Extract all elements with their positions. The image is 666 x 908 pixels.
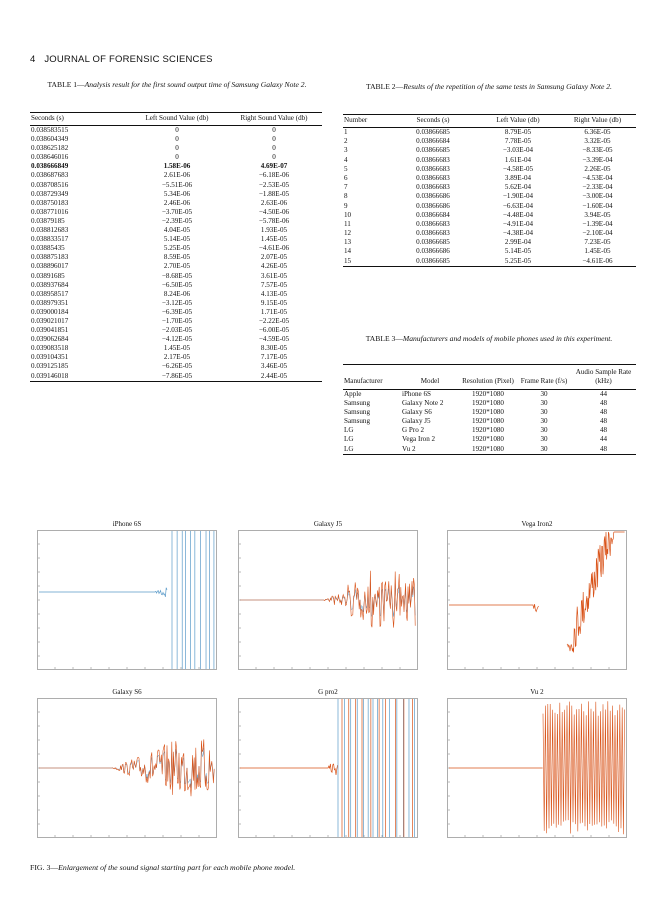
waveform-svg xyxy=(447,698,627,838)
table3-caption-text: Manufacturers and models of mobile phones used in this experiment. xyxy=(402,334,613,343)
plot-title: Galaxy S6 xyxy=(112,688,142,696)
table1-col-seconds: Seconds (s) xyxy=(30,113,128,126)
table1-row xyxy=(30,126,322,136)
table1-cell: −4.12E-05 xyxy=(161,335,193,344)
table1-row xyxy=(30,281,322,290)
table3-cell: 30 xyxy=(540,435,548,444)
table1-cell: 0.03879185 xyxy=(31,216,65,225)
table3-cell: G Pro 2 xyxy=(402,426,425,435)
table1-cell: 0 xyxy=(272,153,276,162)
table1-row xyxy=(30,308,322,317)
table2-cell: 7.23E-05 xyxy=(584,238,611,247)
table1-row xyxy=(30,372,322,382)
table1-cell: −3.12E-05 xyxy=(161,298,193,307)
table1-row xyxy=(30,144,322,153)
table2-cell: −4.91E-04 xyxy=(502,219,534,228)
table2-cell: −4.58E-05 xyxy=(502,164,534,173)
table1-cell: −6.18E-06 xyxy=(258,171,290,180)
table3-cell: 48 xyxy=(599,399,608,408)
table2-cell: 1.45E-05 xyxy=(584,247,611,256)
table2-row xyxy=(343,146,636,155)
table3-cell: 30 xyxy=(517,445,571,455)
table1-cell: −7.86E-05 xyxy=(128,372,226,382)
table1-cell: 0.038979351 xyxy=(31,298,69,307)
table2-row xyxy=(343,257,636,267)
table1-cell: 5.34E-06 xyxy=(163,189,191,198)
page-number: 4 xyxy=(30,54,36,65)
table3-row xyxy=(343,399,636,408)
table1-row xyxy=(30,171,322,180)
table2-cell: 2.99E-04 xyxy=(504,238,532,247)
table1-cell: 3.61E-05 xyxy=(260,271,288,280)
table1-cell: 0.038646016 xyxy=(31,153,69,162)
table3-cell: Apple xyxy=(344,390,362,398)
table2-cell: 0.03866685 xyxy=(416,146,450,155)
table1-cell: 0.039021017 xyxy=(31,316,69,325)
table1-cell: 0 xyxy=(175,144,179,153)
table1-row xyxy=(30,353,322,362)
table1-cell: 0.038812683 xyxy=(31,226,69,235)
table2-row xyxy=(343,211,636,220)
table2-cell: 10 xyxy=(344,210,352,219)
waveform-plot xyxy=(447,688,627,838)
table1-cell: 0.038750183 xyxy=(31,198,69,207)
table3-cell: Vu 2 xyxy=(401,445,459,455)
table1-cell: −6.26E-05 xyxy=(161,362,193,371)
table2-row xyxy=(343,229,636,238)
table2-cell: 6 xyxy=(344,173,348,182)
table3-cell: 30 xyxy=(540,408,548,417)
table3-cell: Galaxy Note 2 xyxy=(402,399,444,408)
table1-cell: 0 xyxy=(175,135,179,144)
table1-row xyxy=(30,326,322,335)
table2-row xyxy=(343,128,636,138)
table1-cell: −4.61E-06 xyxy=(258,244,290,253)
table2-cell: 0.03866684 xyxy=(416,210,450,219)
table1-cell: 4.69E-07 xyxy=(260,162,288,171)
table3-caption-label: TABLE 3— xyxy=(365,334,403,343)
table1-row xyxy=(30,190,322,199)
table1-row xyxy=(30,153,322,162)
plot-title: G pro2 xyxy=(318,688,338,696)
table2-cell: 3.89E-04 xyxy=(504,173,532,182)
table2-cell: 0.03866683 xyxy=(416,155,450,164)
table3-cell: 1920*1080 xyxy=(472,426,504,435)
table1-cell: 0.038625182 xyxy=(31,144,69,153)
table1-cell: 0.038604349 xyxy=(31,135,69,144)
table3-cell: Galaxy S6 xyxy=(402,408,432,417)
table1-cell: 0.038896017 xyxy=(31,262,69,271)
table2-cell: 0.03866686 xyxy=(416,192,450,201)
table1-row xyxy=(30,253,322,262)
table2-row xyxy=(343,156,636,165)
table1-cell: 0.039083518 xyxy=(31,344,69,353)
table1-cell: 2.07E-05 xyxy=(260,253,288,262)
table2-cell: 9 xyxy=(344,201,348,210)
table2-row xyxy=(343,137,636,146)
table2-cell: 3.32E-05 xyxy=(584,137,611,146)
table3-cell: 48 xyxy=(599,417,608,426)
table1-cell: 8.30E-05 xyxy=(260,344,288,353)
table1-cell: 2.63E-06 xyxy=(260,198,288,207)
table3-row xyxy=(343,417,636,426)
table2-cell: −4.53E-04 xyxy=(582,173,613,182)
figure-caption-text: Enlargement of the sound signal starting part for each mobile phone model. xyxy=(58,863,296,872)
table3-cell: Vega Iron 2 xyxy=(402,435,436,444)
waveform-plot xyxy=(37,520,217,670)
table2-row xyxy=(343,192,636,201)
plot-frame xyxy=(38,531,217,670)
table1-cell: −4.59E-05 xyxy=(258,335,290,344)
table3-cell: 30 xyxy=(540,426,548,435)
table1-cell: 0 xyxy=(272,144,276,153)
table1-col-left: Left Sound Value (db) xyxy=(128,113,226,126)
table1-row xyxy=(30,181,322,190)
table1-cell: 0.038666849 xyxy=(31,162,69,171)
plot-title: Vu 2 xyxy=(530,688,544,696)
table3-col-sample-rate: Audio Sample Rate (kHz) xyxy=(571,365,636,390)
table1-cell: −2.22E-05 xyxy=(258,316,290,325)
table2-cell: 3 xyxy=(344,146,348,155)
table2-caption xyxy=(345,82,633,92)
table2-cell: 0.03866686 xyxy=(416,201,450,210)
table1-cell: 0.038875183 xyxy=(31,253,69,262)
table1-cell: −2.53E-05 xyxy=(258,180,290,189)
table1-col-right: Right Sound Value (db) xyxy=(226,113,322,126)
table2-row xyxy=(343,220,636,229)
table2-cell: 5.62E-04 xyxy=(504,183,532,192)
figure-caption-label: FIG. 3— xyxy=(30,863,59,872)
table2-cell: 5.25E-05 xyxy=(477,257,559,267)
table2-cell: −3.00E-04 xyxy=(582,192,613,201)
table2-row xyxy=(343,183,636,192)
table3-cell: 44 xyxy=(599,390,608,398)
table2-col-seconds: Seconds (s) xyxy=(389,115,477,128)
table2-row xyxy=(343,238,636,247)
table3-cell: 48 xyxy=(599,408,608,417)
waveform-svg xyxy=(37,530,217,670)
table1-caption-text: Analysis result for the first sound output time of Samsung Galaxy Note 2. xyxy=(84,80,307,89)
table2-cell: −4.48E-04 xyxy=(502,210,534,219)
table1-cell: 2.61E-06 xyxy=(163,171,191,180)
table2-cell: 0.03866685 xyxy=(389,257,477,267)
table1-cell: −6.00E-05 xyxy=(258,326,290,335)
table1-cell: −8.68E-05 xyxy=(161,271,193,280)
plot-title: iPhone 6S xyxy=(112,520,142,528)
table1-cell: 0.038729349 xyxy=(31,189,69,198)
table2-caption-label: TABLE 2— xyxy=(366,82,404,91)
table3-cell: LG xyxy=(343,445,401,455)
table1-cell: 1.93E-05 xyxy=(260,226,288,235)
waveform-plot xyxy=(37,688,217,838)
table1-cell: 0 xyxy=(272,126,276,134)
table1-cell: 8.24E-06 xyxy=(163,289,191,298)
table3-cell: 44 xyxy=(599,435,608,444)
table1-cell: 2.46E-06 xyxy=(163,198,191,207)
table2-row xyxy=(343,247,636,256)
table1-cell: 0.038583515 xyxy=(31,126,69,134)
table2-cell: 5 xyxy=(344,164,348,173)
table1-cell: −6.50E-05 xyxy=(161,280,193,289)
table1-cell: −1.70E-05 xyxy=(161,316,193,325)
table1-row xyxy=(30,235,322,244)
table3-row xyxy=(343,390,636,400)
table1 xyxy=(30,112,322,382)
table2-cell: 1 xyxy=(344,128,348,137)
table2-cell: −2.10E-04 xyxy=(582,229,613,238)
table3-caption xyxy=(345,334,633,344)
table3-cell: 1920*1080 xyxy=(472,435,504,444)
table1-cell: −2.39E-05 xyxy=(161,216,193,225)
table1-caption-label: TABLE 1— xyxy=(47,80,85,89)
table2-cell: 7.78E-05 xyxy=(504,137,532,146)
table2-cell: −1.90E-04 xyxy=(502,192,534,201)
table1-cell: 0.039062684 xyxy=(31,335,69,344)
table1-cell: 0.039000184 xyxy=(31,307,69,316)
table1-cell: 0.039146018 xyxy=(30,372,128,382)
table3-cell: iPhone 6S xyxy=(402,390,431,398)
table2-cell: −6.63E-04 xyxy=(502,201,534,210)
table3-row xyxy=(343,426,636,435)
table1-row xyxy=(30,244,322,253)
table2-cell: 6.36E-05 xyxy=(584,128,611,137)
table1-cell: −5.51E-06 xyxy=(161,180,193,189)
waveform-plot xyxy=(238,688,418,838)
table3-cell: 48 xyxy=(571,445,636,455)
table1-row xyxy=(30,299,322,308)
table1-cell: −4.50E-06 xyxy=(258,207,290,216)
table1-cell: 0.038771016 xyxy=(31,207,69,216)
table2-cell: 3.94E-05 xyxy=(584,210,611,219)
table2-cell: 2 xyxy=(344,137,348,146)
table2-cell: 8 xyxy=(344,192,348,201)
table1-row xyxy=(30,135,322,144)
table2-cell: −3.03E-04 xyxy=(502,146,534,155)
table1-cell: 0.038687683 xyxy=(31,171,69,180)
table1-cell: 0 xyxy=(175,126,179,134)
waveform-plot xyxy=(238,520,418,670)
table2-cell: 15 xyxy=(343,257,389,267)
table1-cell: 5.14E-05 xyxy=(163,235,191,244)
table3-cell: 30 xyxy=(540,417,548,426)
table2-cell: −2.33E-04 xyxy=(582,183,613,192)
table1-cell: 4.26E-05 xyxy=(260,262,288,271)
table3-col-manufacturer: Manufacturer xyxy=(343,365,401,390)
plot-title: Galaxy J5 xyxy=(313,520,343,528)
table1-cell: 0.038708516 xyxy=(31,180,69,189)
table3-row xyxy=(343,435,636,444)
journal-title: JOURNAL OF FORENSIC SCIENCES xyxy=(44,54,213,65)
table1-cell: 1.45E-05 xyxy=(163,344,191,353)
table1-cell: 2.70E-05 xyxy=(163,262,191,271)
table1-row xyxy=(30,199,322,208)
table2-row xyxy=(343,165,636,174)
table1-cell: 4.04E-05 xyxy=(163,226,191,235)
waveform-svg xyxy=(37,698,217,838)
table2-cell: −8.33E-05 xyxy=(582,146,613,155)
table1-cell: 1.58E-06 xyxy=(163,162,191,171)
table2-cell: 4 xyxy=(344,155,348,164)
table1-cell: 7.17E-05 xyxy=(260,353,288,362)
table3-cell: 30 xyxy=(540,390,548,398)
table2-cell: 2.26E-05 xyxy=(584,164,611,173)
table2-col-right: Right Value (db) xyxy=(559,115,636,128)
table1-cell: 0.038937684 xyxy=(31,280,69,289)
table1-row xyxy=(30,362,322,371)
figure-caption xyxy=(30,863,295,872)
table3-col-model: Model xyxy=(401,365,459,390)
table2-cell: 1.61E-04 xyxy=(504,155,532,164)
table2-cell: 0.03866684 xyxy=(416,137,450,146)
table1-row xyxy=(30,162,322,171)
table1-cell: 2.17E-05 xyxy=(163,353,191,362)
table3-col-frame-rate: Frame Rate (f/s) xyxy=(517,365,571,390)
table3-cell: 48 xyxy=(599,426,608,435)
table1-row xyxy=(30,344,322,353)
waveform-plot xyxy=(447,520,627,670)
table2-cell: 0.03866683 xyxy=(416,173,450,182)
table1-cell: −5.78E-06 xyxy=(258,216,290,225)
table2-cell: 0.03866683 xyxy=(416,219,450,228)
table2-cell: 5.14E-05 xyxy=(504,247,532,256)
table1-row xyxy=(30,262,322,271)
table2-cell: −4.61E-06 xyxy=(559,257,636,267)
table2-cell: −4.38E-04 xyxy=(502,229,534,238)
table3-cell: Samsung xyxy=(344,417,371,426)
table1-cell: 0.039041851 xyxy=(31,326,69,335)
waveform-svg xyxy=(238,698,418,838)
table3-cell: 1920*1080 xyxy=(472,408,504,417)
table3-cell: 1920*1080 xyxy=(472,399,504,408)
table2-cell: 0.03866683 xyxy=(416,183,450,192)
table3-row xyxy=(343,408,636,417)
table2-cell: 12 xyxy=(344,229,352,238)
table1-cell: −3.70E-05 xyxy=(161,207,193,216)
table2-cell: 11 xyxy=(344,219,351,228)
table3-cell: 1920*1080 xyxy=(472,417,504,426)
table3-cell: Samsung xyxy=(344,399,371,408)
table1-cell: 0 xyxy=(175,153,179,162)
table3-cell: LG xyxy=(344,426,354,435)
table1-cell: 0 xyxy=(272,135,276,144)
table1-cell: 1.71E-05 xyxy=(260,307,288,316)
table2-cell: 0.03866683 xyxy=(416,164,450,173)
table1-row xyxy=(30,335,322,344)
table2-cell: −3.39E-04 xyxy=(582,155,613,164)
running-header xyxy=(30,54,213,65)
table1-cell: 8.59E-05 xyxy=(163,253,191,262)
table3-cell: 30 xyxy=(540,399,548,408)
table2-col-left: Left Value (db) xyxy=(477,115,559,128)
table2-cell: 8.79E-05 xyxy=(504,128,532,137)
table2-row xyxy=(343,202,636,211)
table2-cell: 0.03866685 xyxy=(416,128,450,137)
table2-row xyxy=(343,174,636,183)
table1-row xyxy=(30,317,322,326)
table1-cell: 0.039125185 xyxy=(31,362,69,371)
plot-title: Vega Iron2 xyxy=(521,520,553,528)
table2-caption-text: Results of the repetition of the same tests in Samsung Galaxy Note 2. xyxy=(403,82,612,91)
table3-cell: Samsung xyxy=(344,408,371,417)
table3-cell: Galaxy J5 xyxy=(402,417,431,426)
table1-row xyxy=(30,290,322,299)
table2-cell: 0.03866685 xyxy=(416,238,450,247)
table3-cell: 1920*1080 xyxy=(472,390,504,398)
table3-cell: 1920*1080 xyxy=(459,445,517,455)
table3 xyxy=(343,364,636,455)
table1-cell: 2.44E-05 xyxy=(226,372,322,382)
waveform-svg xyxy=(238,530,418,670)
table2-cell: 14 xyxy=(344,247,352,256)
table1-cell: 3.46E-05 xyxy=(260,362,288,371)
table1-cell: 0.039104351 xyxy=(31,353,69,362)
table1-row xyxy=(30,272,322,281)
table1-cell: 0.03885435 xyxy=(31,244,65,253)
table1-row xyxy=(30,217,322,226)
table1-cell: 5.25E-05 xyxy=(163,244,191,253)
table3-row xyxy=(343,445,636,455)
waveform-svg xyxy=(447,530,627,670)
table1-row xyxy=(30,208,322,217)
table1-cell: 9.15E-05 xyxy=(260,298,288,307)
table1-cell: 0.038958517 xyxy=(31,289,69,298)
table2-cell: −1.39E-04 xyxy=(582,219,613,228)
table1-cell: 4.13E-05 xyxy=(260,289,288,298)
table1-cell: 1.45E-05 xyxy=(260,235,288,244)
table1-cell: −2.03E-05 xyxy=(161,326,193,335)
table1-cell: 0.03891685 xyxy=(31,271,65,280)
table1-cell: 7.57E-05 xyxy=(260,280,288,289)
table2-cell: 0.03866683 xyxy=(416,229,450,238)
table2-cell: 0.03866686 xyxy=(416,247,450,256)
table2-cell: 13 xyxy=(344,238,352,247)
table1-cell: 0.038833517 xyxy=(31,235,69,244)
table2-cell: 7 xyxy=(344,183,348,192)
table1-row xyxy=(30,226,322,235)
table2-cell: −1.60E-04 xyxy=(582,201,613,210)
table3-col-resolution: Resolution (Pixel) xyxy=(459,365,517,390)
table1-cell: −6.39E-05 xyxy=(161,307,193,316)
table2-col-number: Number xyxy=(343,115,389,128)
table3-cell: LG xyxy=(344,435,354,444)
table1-caption xyxy=(38,80,316,90)
table2 xyxy=(343,114,636,267)
table1-cell: −1.88E-05 xyxy=(258,189,290,198)
